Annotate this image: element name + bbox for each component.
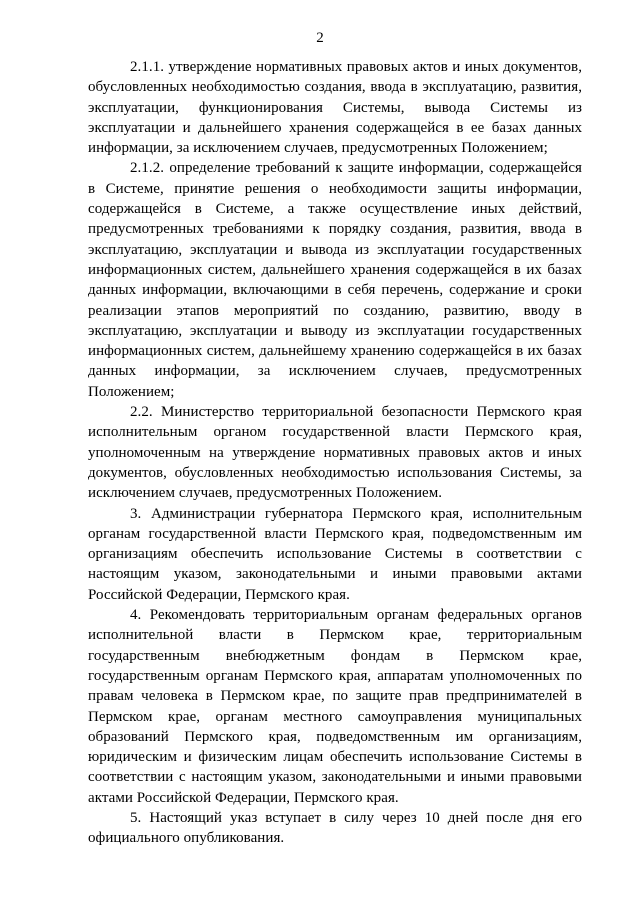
paragraph-2-1-2: 2.1.2. определение требований к защите информации, содержащейся в Системе, принятие решения о необходимости защиты информации, содержащейся в Системе, а также осуществление иных действий, предусмотренных требованиями к порядку создания, развития, ввода в эксплуатацию, эксплуатации и вывода из эксплуатации государственных информационных систем, дальнейшего хранения содержащейся в их базах данных информации, включающими в себя перечень, содержание и сроки реализации этапов мероприятий по созданию, развитию, вводу в эксплуатацию, эксплуатации и выводу из эксплуатации государственных информационных систем, дальнейшему хранению содержащейся в их базах данных информации, за исключением случаев, предусмотренных Положением; xyxy=(88,160,582,400)
paragraph-2-2: 2.2. Министерство территориальной безопасности Пермского края исполнительным органом государственной власти Пермского края, уполномоченным на утверждение нормативных правовых актов и иных документов, обусловленных необходимостью использования Системы, за исключением случаев, предусмотренных Положением. xyxy=(88,404,582,502)
paragraph-2-1-1: 2.1.1. утверждение нормативных правовых актов и иных документов, обусловленных необходимостью создания, ввода в эксплуатацию, развития, эксплуатации, функционирования Системы, вывода Системы из эксплуатации и дальнейшего хранения содержащейся в ее базах данных информации, за исключением случаев, предусмотренных Положением; xyxy=(88,59,582,157)
paragraph-5: 5. Настоящий указ вступает в силу через 10 дней после дня его официального опубликования. xyxy=(88,809,582,847)
page-number: 2 xyxy=(316,30,324,46)
document-body xyxy=(88,57,582,849)
paragraph-4: 4. Рекомендовать территориальным органам федеральных органов исполнительной власти в Пермском крае, территориальным государственным внебюджетным фондам в Пермском крае, государственным органам Пермского края, аппаратам уполномоченных по правам человека в Пермском крае, по защите прав предпринимателей в Пермском крае, органам местного самоуправления муниципальных образований Пермского края, подведомственным им организациям, юридическим и физическим лицам обеспечить использование Системы в соответствии с настоящим указом, законодательными и иными правовыми актами Российской Федерации, Пермского края. xyxy=(88,607,582,806)
paragraph-3: 3. Администрации губернатора Пермского края, исполнительным органам государственной власти Пермского края, подведомственным им организациям обеспечить использование Системы в соответствии с настоящим указом, законодательными и иными правовыми актами Российской Федерации, Пермского края. xyxy=(88,505,582,603)
